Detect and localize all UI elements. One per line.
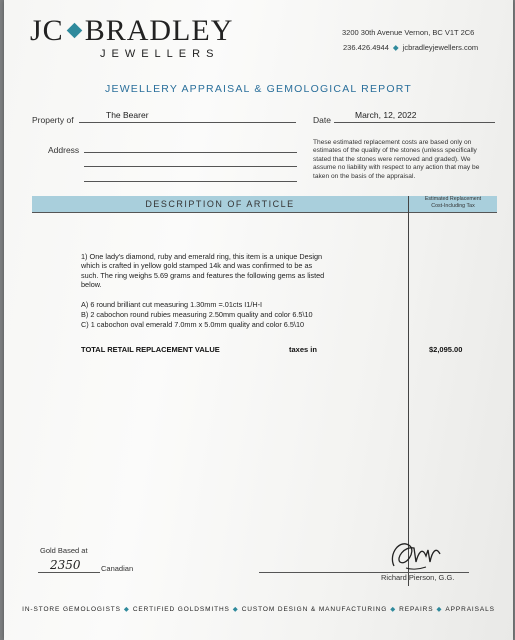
footer-services [4, 605, 513, 613]
diamond-bullet-icon: ◆ [123, 606, 130, 613]
gem-item: B) 2 cabochon round rubies measuring 2.50mm quality and color 6.5\10 [81, 310, 313, 319]
estimate-header-line2: Cost-Including Tax [431, 203, 475, 209]
company-address: 3200 30th Avenue Vernon, BC V1T 2C6 [342, 28, 475, 37]
taxes-note: taxes in [289, 345, 317, 354]
date-value: March, 12, 2022 [355, 110, 417, 120]
logo-initials: JC [30, 14, 64, 47]
estimate-header [409, 196, 497, 213]
diamond-bullet-icon: ◆ [436, 606, 443, 613]
address-line-3 [84, 181, 297, 182]
address-line-2 [84, 166, 297, 167]
gem-item: A) 6 round brilliant cut measuring 1.30mm =.01cts I1/H-I [81, 300, 263, 309]
description-header: DESCRIPTION OF ARTICLE [32, 196, 408, 213]
logo-surname: BRADLEY [84, 14, 234, 47]
property-of-line [79, 122, 296, 123]
diamond-bullet-icon: ◆ [392, 43, 399, 52]
date-line [334, 122, 495, 123]
estimate-header-line1: Estimated Replacement [424, 196, 482, 202]
date-label: Date [313, 115, 331, 125]
total-value: $2,095.00 [429, 345, 463, 354]
company-contact [343, 43, 478, 52]
footer-item: CERTIFIED GOLDSMITHS [132, 606, 230, 613]
footer-item: REPAIRS [399, 606, 434, 613]
company-logo [30, 14, 233, 48]
address-label: Address [48, 145, 80, 155]
total-label: TOTAL RETAIL REPLACEMENT VALUE [81, 345, 220, 354]
article-description: 1) One lady's diamond, ruby and emerald ring, this item is a unique Design which is crafted in yellow gold stamped 14k and was confirmed to be as such. The ring weighs 5.69 grams and features the following gems as listed below. [81, 252, 325, 289]
company-phone: 236.426.4944 [343, 43, 389, 52]
address-line-1 [84, 152, 297, 153]
liability-notice: These estimated replacement costs are based only on estimates of the quality of the stones (unless specifically stated that the stones were removed and graded). We assume no liability with respect to any action that may be taken on the basis of the appraisal. [313, 139, 480, 180]
gold-value: 2350 [50, 558, 81, 572]
table-column-divider [408, 196, 409, 586]
signature-image [386, 532, 446, 574]
property-of-label: Property of [32, 115, 74, 125]
gold-based-label: Gold Based at [40, 546, 88, 555]
gem-item: C) 1 cabochon oval emerald 7.0mm x 5.0mm quality and color 6.5\10 [81, 320, 305, 329]
company-website: jcbradleyjewellers.com [402, 43, 479, 52]
gold-currency: Canadian [101, 564, 134, 573]
report-title: JEWELLERY APPRAISAL & GEMOLOGICAL REPORT [105, 83, 412, 95]
footer-item: IN-STORE GEMOLOGISTS [22, 606, 121, 613]
property-of-value: The Bearer [106, 110, 149, 120]
gold-line [38, 572, 100, 573]
logo-subtitle: JEWELLERS [100, 48, 220, 60]
appraisal-document [4, 0, 513, 640]
diamond-bullet-icon: ◆ [232, 606, 239, 613]
diamond-bullet-icon: ◆ [390, 606, 397, 613]
footer-item: APPRAISALS [445, 606, 495, 613]
diamond-icon [66, 23, 82, 39]
signer-name: Richard Pierson, G.G. [381, 573, 455, 582]
description-table [32, 196, 497, 553]
footer-item: CUSTOM DESIGN & MANUFACTURING [241, 606, 388, 613]
